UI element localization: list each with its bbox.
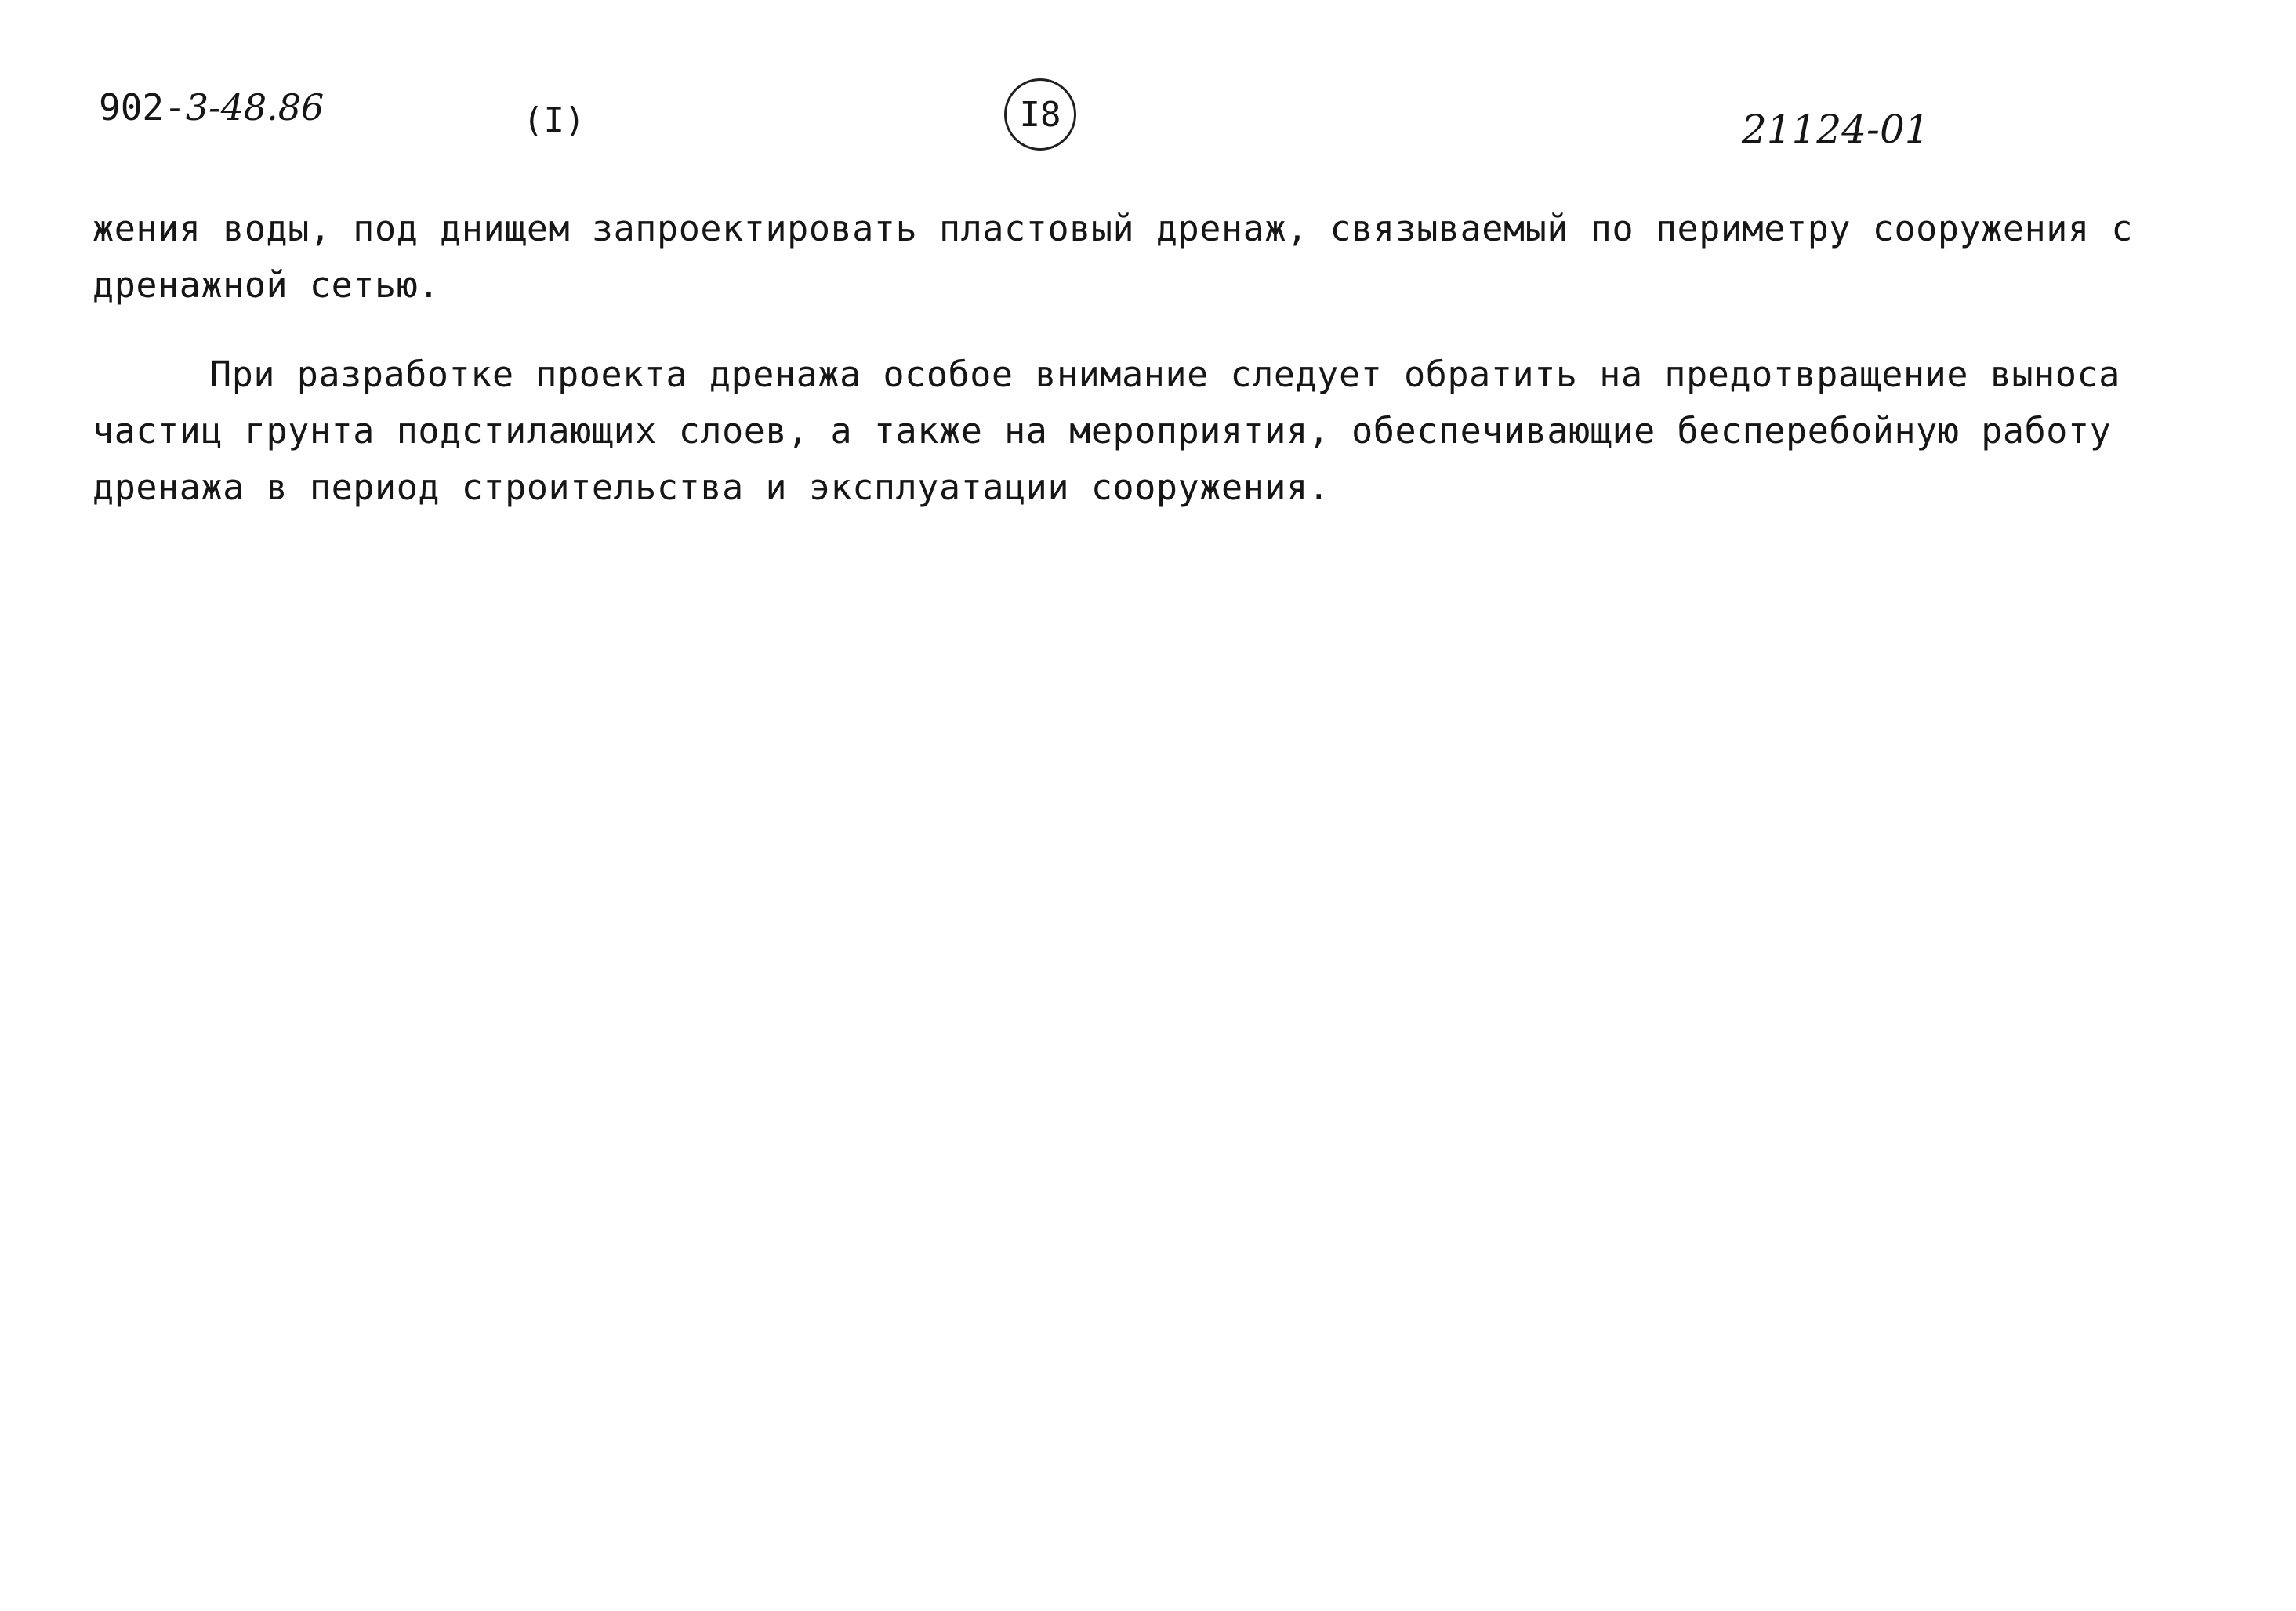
document-code-handwritten: 3-48.86 xyxy=(185,86,325,129)
paragraph-line: дренажа в период строительства и эксплуатации сооружения. xyxy=(92,466,1330,508)
page-number: I8 xyxy=(1019,94,1061,135)
page-number-circle xyxy=(1004,78,1076,151)
paragraph-line: дренажной сетью. xyxy=(92,264,441,306)
paragraph-continuation xyxy=(92,201,2193,314)
paragraph-line: жения воды, под днищем запроектировать пластовый дренаж, связываемый по периметру сооружения с xyxy=(92,208,2134,249)
document-code xyxy=(99,86,324,129)
part-number: (I) xyxy=(523,100,586,140)
paragraph-drainage-note xyxy=(92,347,2193,516)
sheet-code: 21124-01 xyxy=(1742,107,1930,152)
paragraph-line: При разработке проекта дренажа особое внимание следует обратить на предотвращение выноса xyxy=(210,354,2120,395)
document-code-typed: 902- xyxy=(99,86,186,129)
paragraph-line: частиц грунта подстилающих слоев, а также на мероприятия, обеспечивающие бесперебойную работу xyxy=(92,410,2112,452)
